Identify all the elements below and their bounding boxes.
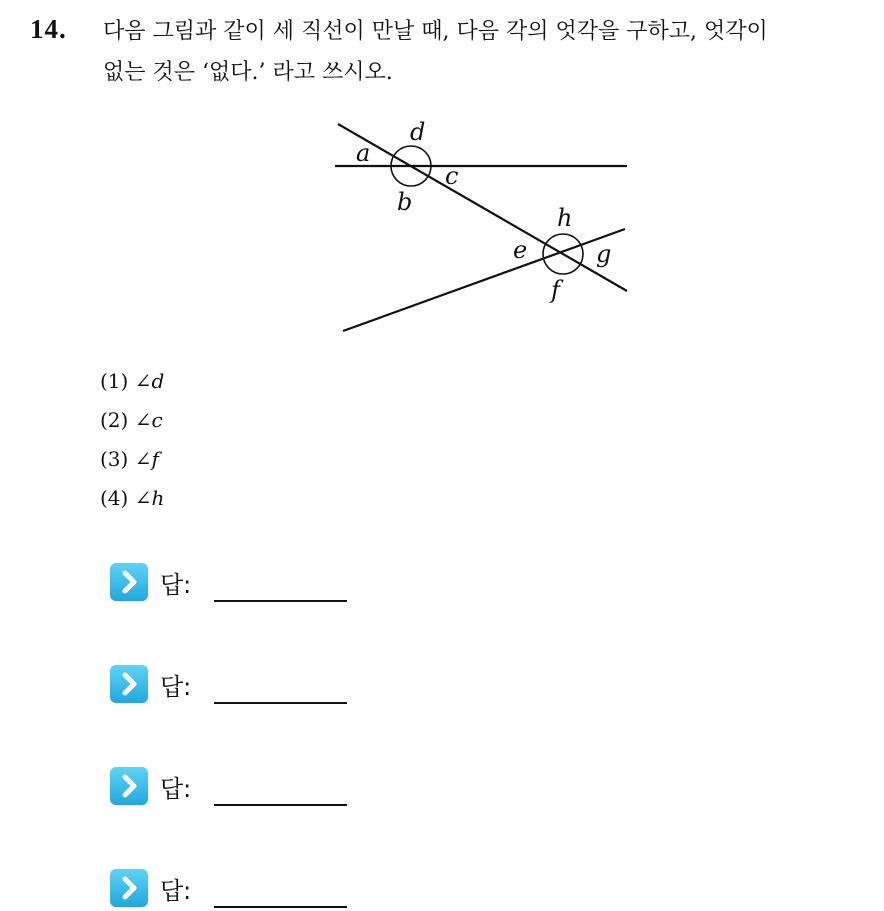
question-number: 14. <box>30 14 67 44</box>
chevron-right-icon <box>110 563 148 601</box>
sub-question-3 <box>100 447 159 471</box>
question-text-line-2: 없는 것은 ‘없다.’ 라고 쓰시오. <box>103 60 393 85</box>
three-lines-figure <box>0 0 884 360</box>
label-c: c <box>445 162 459 190</box>
chevron-right-icon <box>110 869 148 907</box>
angle-symbol: ∠ <box>134 486 152 510</box>
answer-row-4 <box>110 869 370 911</box>
label-d: d <box>410 118 426 146</box>
oblique-line <box>343 229 625 331</box>
angle-name: h <box>151 486 165 510</box>
answer-row-1 <box>110 563 370 605</box>
sub-question-2 <box>100 408 163 432</box>
angle-name: f <box>151 447 159 471</box>
chevron-right-icon <box>110 767 148 805</box>
angle-name: d <box>151 369 165 393</box>
angle-name: c <box>151 408 163 432</box>
answer-row-2 <box>110 665 370 707</box>
label-f: f <box>551 276 560 304</box>
answer-blank[interactable] <box>214 702 347 704</box>
chevron-right-icon <box>110 665 148 703</box>
answer-label: 답: <box>160 571 192 599</box>
angle-symbol: ∠ <box>134 447 152 471</box>
answer-label: 답: <box>160 877 192 905</box>
sub-question-number: (2) <box>100 408 129 432</box>
sub-question-number: (4) <box>100 486 129 510</box>
label-a: a <box>356 139 371 167</box>
answer-blank[interactable] <box>214 804 347 806</box>
label-h: h <box>557 204 573 232</box>
question-text-line-1: 다음 그림과 같이 세 직선이 만날 때, 다음 각의 엇각을 구하고, 엇각이 <box>103 19 768 44</box>
sub-question-1 <box>100 369 164 393</box>
answer-label: 답: <box>160 775 192 803</box>
answer-row-3 <box>110 767 370 809</box>
sub-question-4 <box>100 486 164 510</box>
label-b: b <box>397 188 413 216</box>
angle-symbol: ∠ <box>134 408 152 432</box>
angle-symbol: ∠ <box>134 369 152 393</box>
label-g: g <box>596 240 612 268</box>
answer-blank[interactable] <box>214 600 347 602</box>
sub-question-number: (3) <box>100 447 129 471</box>
sub-question-number: (1) <box>100 369 129 393</box>
label-e: e <box>513 236 528 264</box>
answer-blank[interactable] <box>214 906 347 908</box>
answer-label: 답: <box>160 673 192 701</box>
transversal-line <box>338 124 627 291</box>
